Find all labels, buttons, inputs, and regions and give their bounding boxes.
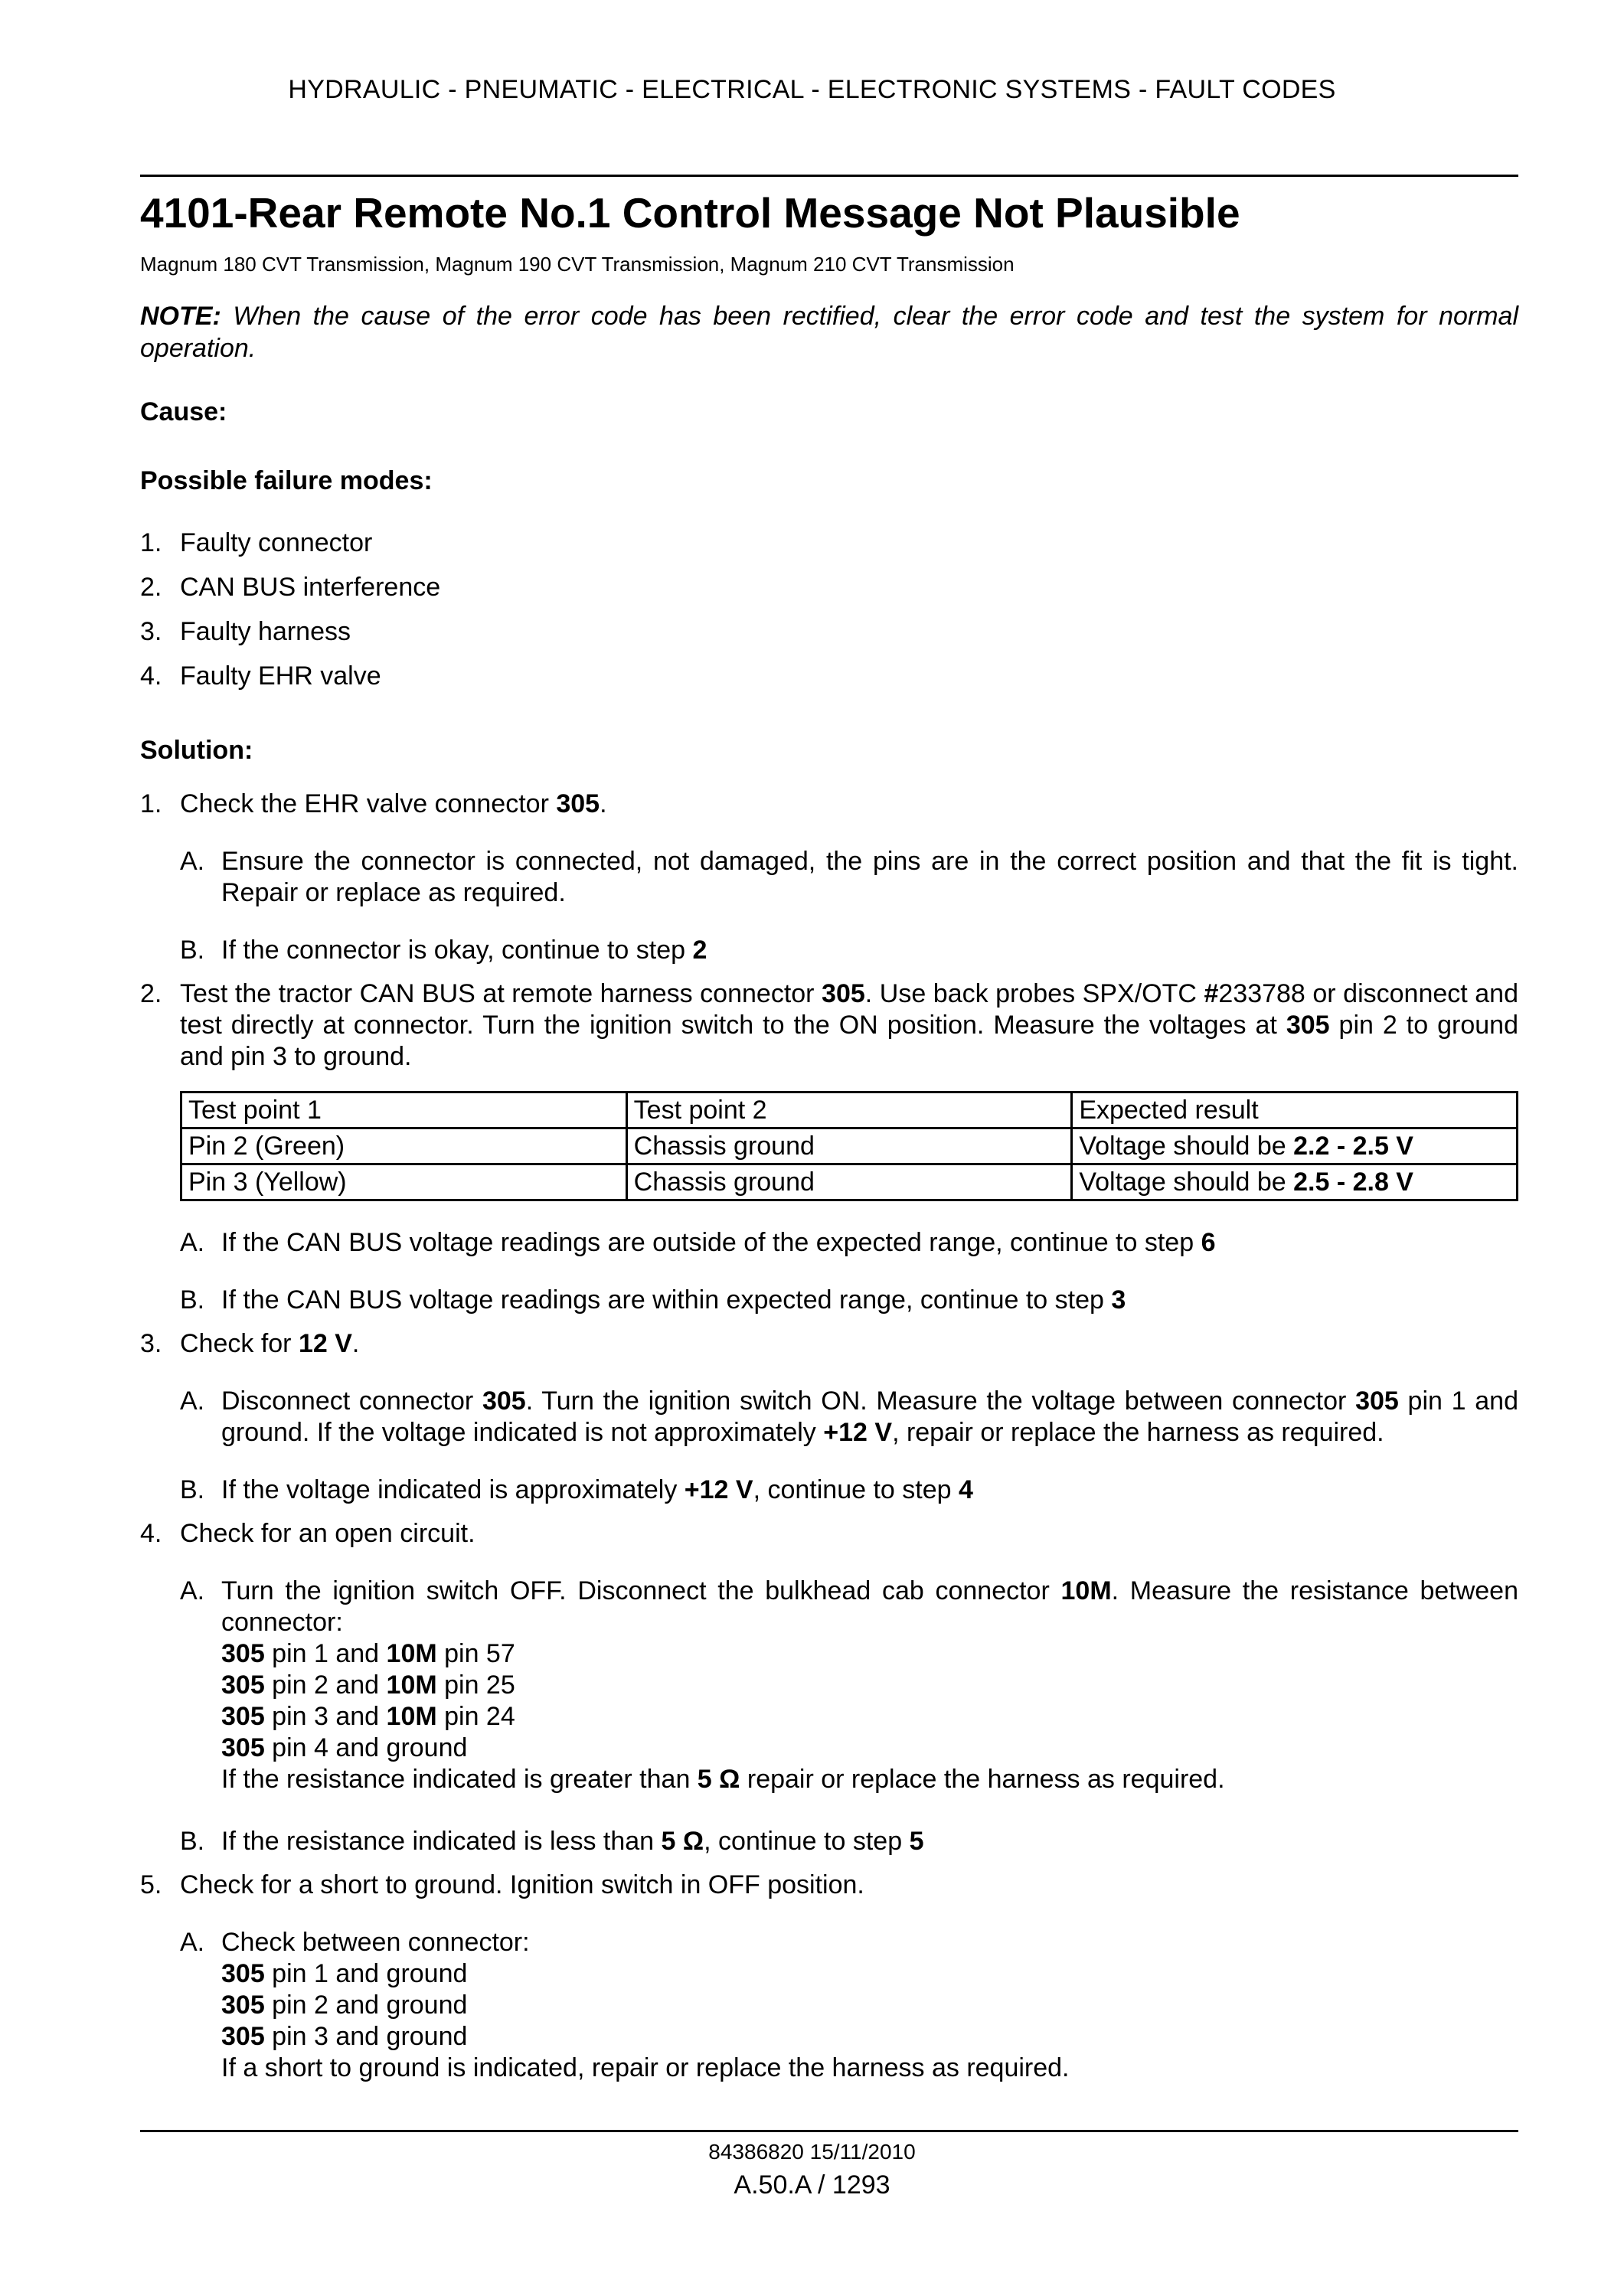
list-text: CAN BUS interference (180, 573, 441, 602)
sub-letter: A. (180, 1228, 205, 1257)
sub-letter: A. (180, 1386, 205, 1416)
connector-id: 305 (822, 979, 865, 1008)
measurement-line (221, 1701, 1518, 1733)
sub-text (221, 1227, 1518, 1259)
connector-id: 305 (221, 1733, 265, 1762)
list-item (140, 609, 1518, 654)
running-header: HYDRAULIC - PNEUMATIC - ELECTRICAL - ELECTRONIC SYSTEMS - FAULT CODES (288, 75, 1336, 104)
connector-id: 10M (386, 1639, 437, 1668)
step-text (180, 789, 1518, 820)
list-item (140, 521, 1518, 565)
measurement-line (221, 1638, 1518, 1670)
sub-text-part: If the voltage indicated is approximately (221, 1475, 685, 1504)
solution-heading: Solution: (140, 736, 253, 765)
sub-letter: B. (180, 1827, 205, 1856)
voltage-range: 2.5 - 2.8 V (1293, 1168, 1413, 1197)
line-text: repair or replace the harness as required. (740, 1765, 1225, 1794)
step-ref: 6 (1201, 1228, 1216, 1257)
table-cell: Pin 2 (Green) (181, 1128, 627, 1164)
table-cell: Chassis ground (626, 1164, 1072, 1200)
step-text-part: . Use back probes SPX/OTC (864, 979, 1204, 1008)
sub-text (221, 1927, 1518, 2084)
step-text-part: 233788 or disconnect and test directly at connector. Turn the ignition switch to the ON position. Measure the voltages at (180, 979, 1518, 1040)
solution-steps (140, 789, 1518, 2084)
step-1 (140, 789, 1518, 820)
cell-text: Voltage should be (1079, 1168, 1294, 1197)
list-text: Faulty EHR valve (180, 661, 381, 691)
list-number: 1. (140, 528, 162, 557)
list-text: Faulty connector (180, 528, 373, 557)
model-list: Magnum 180 CVT Transmission, Magnum 190 CVT Transmission, Magnum 210 CVT Transmission (140, 253, 1015, 276)
step-number: 2. (140, 979, 162, 1008)
page-content (140, 178, 1518, 2084)
resistance-value: 5 Ω (697, 1765, 740, 1794)
step-ref: 5 (909, 1827, 924, 1856)
list-item (140, 565, 1518, 609)
list-number: 3. (140, 617, 162, 646)
step-number: 1. (140, 789, 162, 818)
step-1-sub-a (180, 846, 1518, 909)
voltage-range: 2.2 - 2.5 V (1293, 1132, 1413, 1161)
step-number: 5. (140, 1870, 162, 1899)
step-ref: 3 (1111, 1285, 1126, 1315)
step-5-sub-a (180, 1927, 1518, 2084)
sub-text-part: If the resistance indicated is less than (221, 1827, 662, 1856)
step-2 (140, 978, 1518, 1073)
sub-text (221, 1386, 1518, 1448)
check-conclusion: If a short to ground is indicated, repair or replace the harness as required. (221, 2053, 1070, 2082)
measurement-line (221, 1733, 1518, 1764)
column-header: Test point 1 (181, 1092, 627, 1128)
line-text: pin 2 and ground (264, 1991, 468, 2020)
sub-letter: A. (180, 1576, 205, 1605)
step-text: Check for a short to ground. Ignition switch in OFF position. (180, 1870, 864, 1899)
sub-text-part: If the CAN BUS voltage readings are outside of the expected range, continue to step (221, 1228, 1201, 1257)
page-number: A.50.A / 1293 (734, 2170, 890, 2200)
table-cell (1072, 1128, 1518, 1164)
check-line (221, 2021, 1518, 2053)
line-text: pin 1 and (264, 1639, 387, 1668)
step-4-sub-a (180, 1576, 1518, 1795)
cell-text: Voltage should be (1079, 1132, 1294, 1161)
voltage-value: +12 V (823, 1418, 893, 1447)
line-text: pin 4 and ground (264, 1733, 468, 1762)
line-text: pin 25 (436, 1671, 515, 1700)
table-header-row (181, 1092, 1518, 1128)
sub-letter: B. (180, 1475, 205, 1504)
sub-text-part: . Measure the resistance between connector: (221, 1576, 1518, 1637)
connector-id: 10M (386, 1671, 437, 1700)
connector-id: 305 (221, 1671, 265, 1700)
step-text-part: pin 2 to ground and pin 3 to ground. (180, 1011, 1518, 1071)
test-point-table (180, 1091, 1518, 1201)
step-text (180, 1328, 1518, 1360)
connector-id: 10M (1060, 1576, 1112, 1605)
sub-text: Ensure the connector is connected, not damaged, the pins are in the correct position and that the fit is tight. Repair or replace as required. (221, 847, 1518, 907)
connector-id: 305 (1286, 1011, 1330, 1040)
check-line (221, 1958, 1518, 1990)
step-number: 3. (140, 1329, 162, 1358)
step-3 (140, 1328, 1518, 1360)
step-text-part: Check for (180, 1329, 299, 1358)
connector-id: 305 (221, 1639, 265, 1668)
page-title: 4101-Rear Remote No.1 Control Message Not Plausible (140, 189, 1240, 237)
step-3-sub-a (180, 1386, 1518, 1448)
list-text: Faulty harness (180, 617, 351, 646)
line-text: pin 24 (436, 1702, 515, 1731)
connector-id: 305 (1355, 1386, 1399, 1416)
step-number: 4. (140, 1519, 162, 1548)
table-row (181, 1164, 1518, 1200)
list-item (140, 654, 1518, 698)
sub-text-part: , repair or replace the harness as required. (892, 1418, 1384, 1447)
connector-id: 10M (386, 1702, 437, 1731)
line-text: pin 3 and (264, 1702, 387, 1731)
cause-heading: Cause: (140, 397, 227, 426)
voltage-value: 12 V (298, 1329, 352, 1358)
connector-id: 305 (221, 2022, 265, 2051)
sub-text (221, 1285, 1518, 1316)
line-text: pin 1 and ground (264, 1959, 468, 1988)
line-text: pin 3 and ground (264, 2022, 468, 2051)
document-code: 84386820 15/11/2010 (708, 2140, 916, 2164)
sub-text-part: Turn the ignition switch OFF. Disconnect the bulkhead cab connector (221, 1576, 1061, 1605)
step-4-sub-b (180, 1826, 1518, 1857)
sub-text (221, 1475, 1518, 1506)
column-header: Test point 2 (626, 1092, 1072, 1128)
failure-modes-heading: Possible failure modes: (140, 466, 433, 495)
step-ref: 4 (959, 1475, 973, 1504)
connector-id: 305 (482, 1386, 526, 1416)
step-text-part: Test the tractor CAN BUS at remote harness connector (180, 979, 822, 1008)
step-text-part: Check the EHR valve connector (180, 789, 557, 818)
step-1-sub-b (180, 935, 1518, 966)
column-header: Expected result (1072, 1092, 1518, 1128)
measurement-conclusion (221, 1764, 1518, 1795)
sub-text-part: . Turn the ignition switch ON. Measure the voltage between connector (525, 1386, 1356, 1416)
step-5 (140, 1870, 1518, 1901)
step-2-sub-b (180, 1285, 1518, 1316)
note-label: NOTE: (140, 302, 221, 331)
sub-text-part: If the connector is okay, continue to step (221, 936, 693, 965)
table-cell (1072, 1164, 1518, 1200)
connector-id: 305 (221, 1991, 265, 2020)
step-4 (140, 1518, 1518, 1550)
step-text (180, 978, 1518, 1073)
step-text: Check for an open circuit. (180, 1519, 475, 1548)
sub-letter: B. (180, 1285, 205, 1315)
sub-text (221, 1826, 1518, 1857)
sub-letter: B. (180, 936, 205, 965)
sub-text-part: , continue to step (753, 1475, 959, 1504)
step-3-sub-b (180, 1475, 1518, 1506)
line-text: pin 2 and (264, 1671, 387, 1700)
header-rule (140, 175, 1518, 177)
connector-id: 305 (221, 1702, 265, 1731)
check-line (221, 1990, 1518, 2021)
connector-id: 305 (221, 1959, 265, 1988)
voltage-value: +12 V (684, 1475, 753, 1504)
table-cell: Pin 3 (Yellow) (181, 1164, 627, 1200)
resistance-value: 5 Ω (661, 1827, 704, 1856)
line-text: If the resistance indicated is greater than (221, 1765, 698, 1794)
step-2-sub-a (180, 1227, 1518, 1259)
check-intro: Check between connector: (221, 1928, 530, 1957)
sub-text-part: pin 1 and ground. If the voltage indicated is not approximately (221, 1386, 1518, 1447)
note-paragraph (140, 300, 1518, 364)
hash-symbol: # (1204, 979, 1219, 1008)
sub-text-part: , continue to step (704, 1827, 910, 1856)
sub-text-part: If the CAN BUS voltage readings are within expected range, continue to step (221, 1285, 1112, 1315)
connector-id: 305 (556, 789, 600, 818)
list-number: 2. (140, 573, 162, 602)
step-text-part: . (600, 789, 607, 818)
note-text: When the cause of the error code has been rectified, clear the error code and test the system for normal operation. (140, 302, 1519, 363)
sub-letter: A. (180, 847, 205, 876)
sub-text (221, 1576, 1518, 1795)
step-text-part: . (351, 1329, 360, 1358)
table-cell: Chassis ground (626, 1128, 1072, 1164)
measurement-line (221, 1670, 1518, 1701)
footer-rule (140, 2130, 1518, 2132)
table-row (181, 1128, 1518, 1164)
sub-text-part: Disconnect connector (221, 1386, 482, 1416)
sub-text (221, 935, 1518, 966)
sub-letter: A. (180, 1928, 205, 1957)
line-text: pin 57 (436, 1639, 515, 1668)
failure-modes-list (140, 521, 1518, 698)
list-number: 4. (140, 661, 162, 691)
step-ref: 2 (692, 936, 707, 965)
